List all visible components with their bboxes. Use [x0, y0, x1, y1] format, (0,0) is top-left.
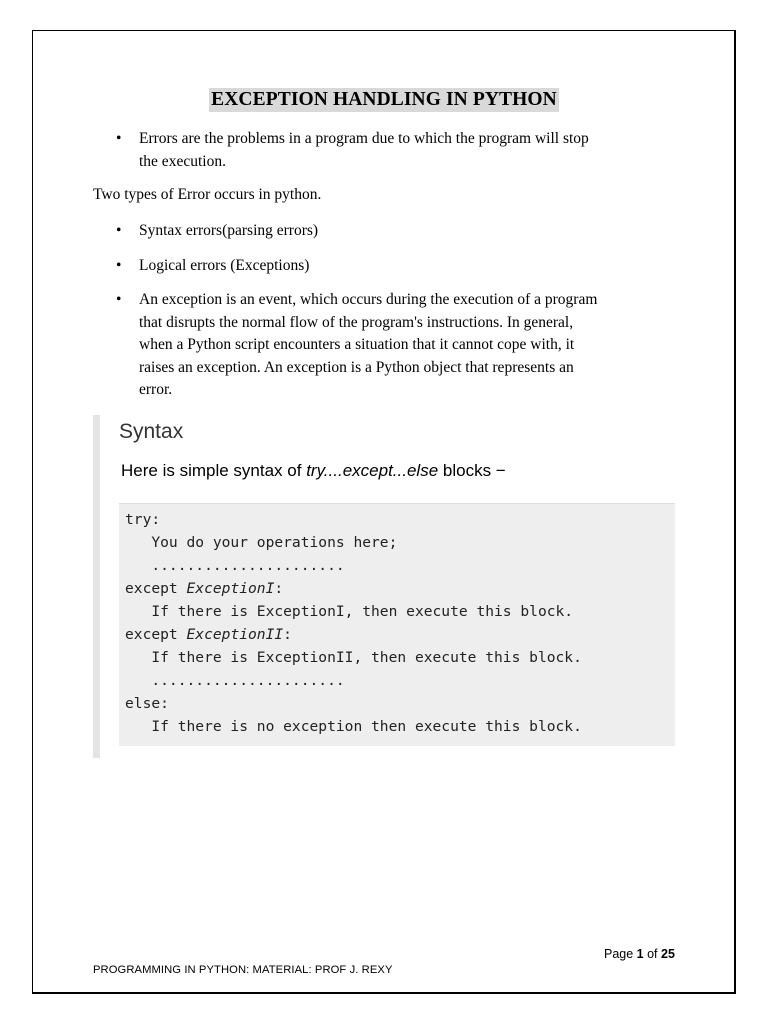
code-line: If there is ExceptionII, then execute this block.	[125, 649, 582, 666]
bullet-marker: •	[116, 257, 122, 274]
syntax-description	[121, 461, 506, 481]
bullet-marker: •	[116, 222, 122, 239]
syntax-desc-suffix: blocks −	[438, 461, 506, 480]
code-keyword: except	[125, 580, 187, 597]
code-exception-name: ExceptionII	[186, 626, 284, 643]
syntax-desc-prefix: Here is simple syntax of	[121, 461, 307, 480]
page-number	[604, 947, 675, 961]
page-of: of	[643, 947, 661, 961]
page-total: 25	[661, 947, 675, 961]
code-line	[125, 580, 283, 597]
bullet-marker: •	[116, 130, 122, 147]
document-title-container	[0, 88, 768, 112]
code-keyword: except	[125, 626, 187, 643]
code-line: If there is ExceptionI, then execute this block.	[125, 603, 574, 620]
exception-line-2: that disrupts the normal flow of the program's instructions. In general,	[139, 313, 574, 331]
code-line: If there is no exception then execute this block.	[125, 718, 582, 735]
bullet-marker: •	[116, 291, 122, 308]
type-bullet-logical: Logical errors (Exceptions)	[139, 257, 310, 274]
intro-line-2: the execution.	[139, 152, 226, 170]
code-line	[125, 626, 292, 643]
footer-text: PROGRAMMING IN PYTHON: MATERIAL: PROF J. REXY	[93, 964, 393, 976]
type-bullet-syntax: Syntax errors(parsing errors)	[139, 222, 319, 239]
code-colon: :	[274, 580, 284, 597]
types-intro: Two types of Error occurs in python.	[93, 186, 322, 203]
code-line: ......................	[125, 672, 345, 689]
intro-bullet-text	[139, 128, 687, 173]
code-colon: :	[283, 626, 292, 643]
exception-line-1: An exception is an event, which occurs during the execution of a program	[139, 291, 598, 308]
syntax-heading: Syntax	[119, 420, 184, 443]
exception-line-3: when a Python script encounters a situation that it cannot cope with, it	[139, 336, 575, 353]
code-line: You do your operations here;	[125, 534, 398, 551]
exception-line-5: error.	[139, 381, 173, 398]
document-title: EXCEPTION HANDLING IN PYTHON	[211, 89, 557, 110]
code-line: ......................	[125, 557, 345, 574]
code-line: try:	[125, 511, 161, 528]
code-exception-name: ExceptionI	[186, 580, 275, 597]
code-line: else:	[125, 695, 169, 712]
page-prefix: Page	[604, 947, 637, 961]
page-current: 1	[636, 947, 644, 961]
exception-bullet-text	[139, 289, 687, 402]
syntax-desc-italic: try....except...else	[306, 461, 439, 480]
intro-line-1: Errors are the problems in a program due to which the program will stop	[139, 130, 589, 147]
exception-line-4: raises an exception. An exception is a Python object that represents an	[139, 358, 574, 376]
